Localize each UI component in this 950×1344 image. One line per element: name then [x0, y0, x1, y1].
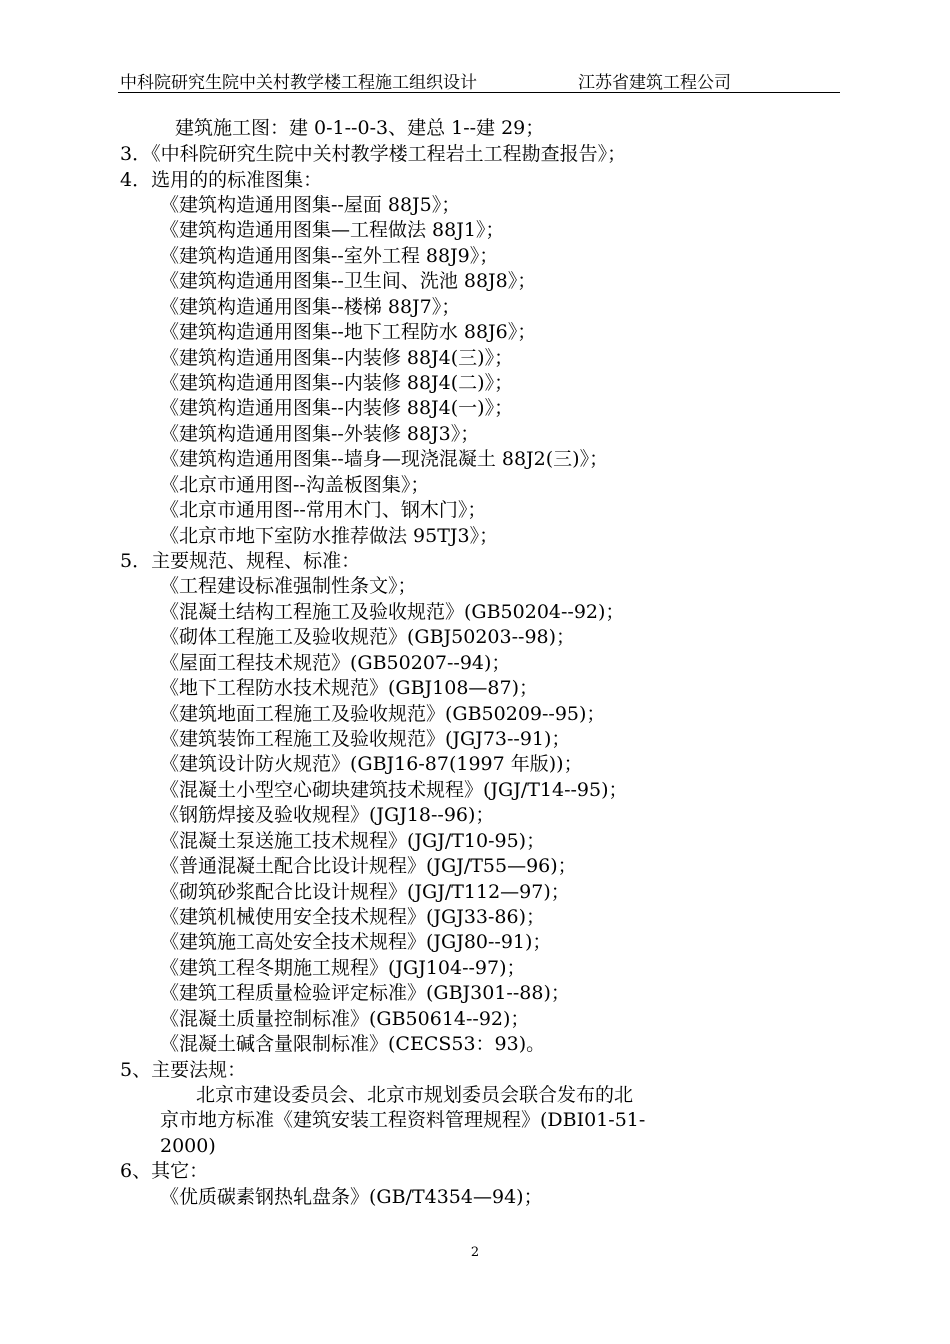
- text-line: 2000): [160, 1135, 216, 1157]
- text-line: 《建筑工程冬期施工规程》(JGJ104--97)；: [160, 957, 526, 979]
- text-line: 5．主要规范、规程、标准：: [120, 550, 361, 572]
- text-line: 《北京市通用图--沟盖板图集》；: [160, 474, 430, 496]
- text-line: 6、其它：: [120, 1160, 209, 1182]
- page-header: [118, 66, 840, 93]
- text-line: 《建筑构造通用图集--屋面 88J5》；: [160, 194, 461, 216]
- text-line: 建筑施工图：建 0-1--0-3、建总 1--建 29；: [175, 117, 545, 139]
- text-line: 《建筑施工高处安全技术规程》(JGJ80--91)；: [160, 931, 552, 953]
- text-line: 《建筑构造通用图集--卫生间、洗池 88J8》；: [160, 270, 537, 292]
- text-line: 《钢筋焊接及验收规程》(JGJ18--96)；: [160, 804, 495, 826]
- text-line: 《普通混凝土配合比设计规程》(JGJ/T55—96)；: [160, 855, 577, 877]
- text-line: 《混凝土质量控制标准》(GB50614--92)；: [160, 1008, 530, 1030]
- text-line: 《地下工程防水技术规范》(GBJ108—87)；: [160, 677, 539, 699]
- text-line: 《混凝土碱含量限制标准》(CECS53：93)。: [160, 1033, 546, 1055]
- text-line: 《建筑构造通用图集--外装修 88J3》；: [160, 423, 480, 445]
- text-line: 《建筑构造通用图集--地下工程防水 88J6》；: [160, 321, 537, 343]
- page-number: 2: [470, 1245, 480, 1260]
- text-line: 《建筑构造通用图集--内装修 88J4(二)》；: [160, 372, 514, 394]
- text-line: 北京市建设委员会、北京市规划委员会联合发布的北: [196, 1084, 634, 1106]
- text-line: 4．选用的的标准图集：: [120, 169, 323, 191]
- header-company-name: 江苏省建筑工程公司: [578, 73, 731, 93]
- text-line: 《建筑机械使用安全技术规程》(JGJ33-86)；: [160, 906, 546, 928]
- text-line: 《优质碳素钢热轧盘条》(GB/T4354—94)；: [160, 1186, 543, 1208]
- text-line: 《砌筑砂浆配合比设计规程》(JGJ/T112—97)；: [160, 881, 570, 903]
- text-line: 3．《中科院研究生院中关村教学楼工程岩土工程勘查报告》；: [120, 143, 627, 165]
- text-line: 《建筑构造通用图集--墙身—现浇混凝土 88J2(三)》；: [160, 448, 609, 470]
- text-line: 《砌体工程施工及验收规范》(GBJ50203--98)；: [160, 626, 576, 648]
- text-line: 《建筑构造通用图集--内装修 88J4(三)》；: [160, 347, 514, 369]
- text-line: 京市地方标准《建筑安装工程资料管理规程》(DBI01-51-: [160, 1109, 646, 1131]
- text-line: 《北京市通用图--常用木门、钢木门》；: [160, 499, 487, 521]
- text-line: 《混凝土结构工程施工及验收规范》(GB50204--92)；: [160, 601, 625, 623]
- text-line: 《建筑装饰工程施工及验收规范》(JGJ73--91)；: [160, 728, 571, 750]
- text-line: 《建筑设计防火规范》(GBJ16-87(1997 年版))；: [160, 753, 583, 775]
- text-line: 《建筑地面工程施工及验收规范》(GB50209--95)；: [160, 703, 606, 725]
- text-line: 《混凝土泵送施工技术规程》(JGJ/T10-95)；: [160, 830, 546, 852]
- text-line: 《混凝土小型空心砌块建筑技术规程》(JGJ/T14--95)；: [160, 779, 628, 801]
- header-document-title: 中科院研究生院中关村教学楼工程施工组织设计: [120, 73, 477, 93]
- text-line: 5、主要法规：: [120, 1059, 247, 1081]
- text-line: 《建筑构造通用图集—工程做法 88J1》；: [160, 219, 505, 241]
- text-line: 《建筑构造通用图集--楼梯 88J7》；: [160, 296, 461, 318]
- text-line: 《北京市地下室防水推荐做法 95TJ3》；: [160, 525, 499, 547]
- text-line: 《工程建设标准强制性条文》；: [160, 575, 417, 597]
- text-line: 《建筑构造通用图集--室外工程 88J9》；: [160, 245, 499, 267]
- text-line: 《建筑构造通用图集--内装修 88J4(一)》；: [160, 397, 514, 419]
- text-line: 《屋面工程技术规范》(GB50207--94)；: [160, 652, 511, 674]
- text-line: 《建筑工程质量检验评定标准》(GBJ301--88)；: [160, 982, 570, 1004]
